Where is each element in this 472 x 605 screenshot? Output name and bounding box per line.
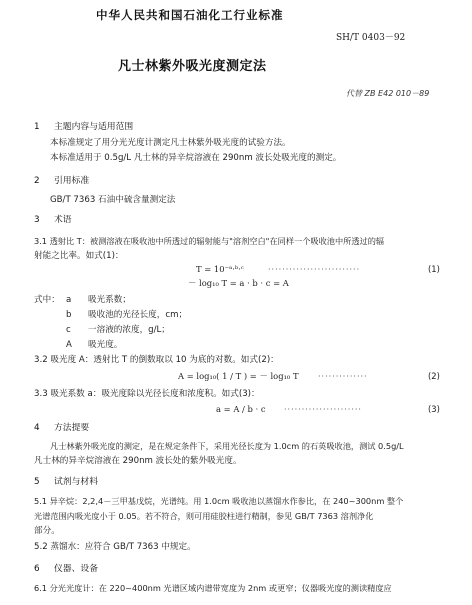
replaces-note: 代替 ZB E42 010－89 (346, 89, 430, 98)
section-title: 试剂与材料 (54, 477, 98, 487)
section-title: 方法提要 (54, 423, 90, 433)
leader-dots: ·························· (268, 265, 361, 274)
formula-number-3: (3) (428, 404, 440, 414)
section-number: 1 (34, 122, 40, 132)
section-heading-3 (34, 216, 72, 225)
paragraph: 凡士林的异辛烷溶液在 290nm 波长处的紫外吸光度。 (34, 456, 242, 466)
document-title: 凡士林紫外吸光度测定法 (118, 59, 267, 74)
formula-3: a = A / b · c (216, 404, 266, 414)
reference-item: GB/T 7363 石油中硫含量测定法 (50, 195, 176, 205)
formula-2: A = log₁₀( 1 / T ) = － log₁₀ T (178, 371, 299, 381)
standard-title: 中华人民共和国石油化工行业标准 (96, 8, 284, 22)
section-number: 5 (34, 477, 40, 487)
formula-number-2: (2) (428, 371, 440, 381)
paragraph: 光谱范围内吸光度小于 0.05。若不符合，则可用硅胶柱进行精制，参见 GB/T 7363 溶剂净化 (34, 511, 374, 521)
section-heading-5 (34, 478, 98, 487)
section-number: 3 (34, 215, 40, 225)
section-heading-2 (34, 177, 89, 186)
section-title: 术语 (54, 215, 72, 225)
section-title: 引用标准 (54, 176, 90, 186)
paragraph: 3.2 吸光度 A：透射比 T 的倒数取以 10 为底的对数。如式(2)： (34, 355, 279, 365)
formula-1b: － log₁₀ T = a · b · c = A (188, 278, 289, 288)
standard-number: SH/T 0403－92 (336, 33, 406, 43)
formula-number-1: (1) (428, 264, 440, 274)
formula-1: T = 10⁻ᵃ·ᵇ·ᶜ (196, 264, 244, 274)
symbol-A-desc: 吸光度。 (88, 340, 123, 350)
leader-dots: ·············· (318, 372, 368, 381)
symbol-a: a (66, 295, 72, 305)
symbol-b: b (66, 310, 72, 320)
section-heading-4 (34, 424, 89, 433)
paragraph: 3.3 吸光系数 a：吸光度除以光径长度和浓度积。如式(3)： (34, 389, 260, 399)
section-number: 2 (34, 176, 40, 186)
paragraph: 射能之比率。如式(1)： (34, 251, 124, 261)
section-number: 4 (34, 423, 40, 433)
paragraph: 6.1 分光光度计：在 220~400nm 光谱区域内谱带宽度为 2nm 或更窄；仪器吸光度的测读精度应 (34, 583, 392, 593)
paragraph: 5.2 蒸馏水：应符合 GB/T 7363 中规定。 (34, 542, 196, 552)
paragraph: 3.1 透射比 T：被测溶液在吸收池中所透过的辐射能与"溶剂空白"在同样一个吸收池中所透过的辐 (34, 236, 385, 246)
paragraph: 5.1 异辛烷：2,2,4－三甲基戊烷，光谱纯。用 1.0cm 吸收池以蒸馏水作参比，在 240~300nm 整个 (34, 496, 404, 506)
symbol-b-desc: 吸收池的光径长度，cm； (88, 310, 188, 320)
symbol-c-desc: 一溶液的浓度，g/L； (88, 325, 170, 335)
section-heading-1 (34, 123, 133, 132)
section-heading-6 (34, 565, 98, 574)
section-title: 仪器、设备 (54, 564, 98, 574)
where-label: 式中： (34, 295, 60, 305)
paragraph: 凡士林紫外吸光度的测定，是在规定条件下，采用光径长度为 1.0cm 的石英吸收池，测试 0.5g/L (50, 441, 404, 451)
leader-dots: ······················ (284, 405, 362, 414)
section-number: 6 (34, 564, 40, 574)
symbol-A: A (66, 340, 72, 350)
paragraph: 本标准规定了用分光光度计测定凡士林紫外吸光度的试验方法。 (50, 138, 291, 148)
symbol-a-desc: 吸光系数； (88, 295, 131, 305)
section-title: 主题内容与适用范围 (54, 122, 134, 132)
paragraph: 部分。 (34, 526, 60, 536)
symbol-c: c (66, 325, 71, 335)
paragraph: 本标准适用于 0.5g/L 凡士林的异辛烷溶液在 290nm 波长处吸光度的测定。 (50, 153, 342, 163)
